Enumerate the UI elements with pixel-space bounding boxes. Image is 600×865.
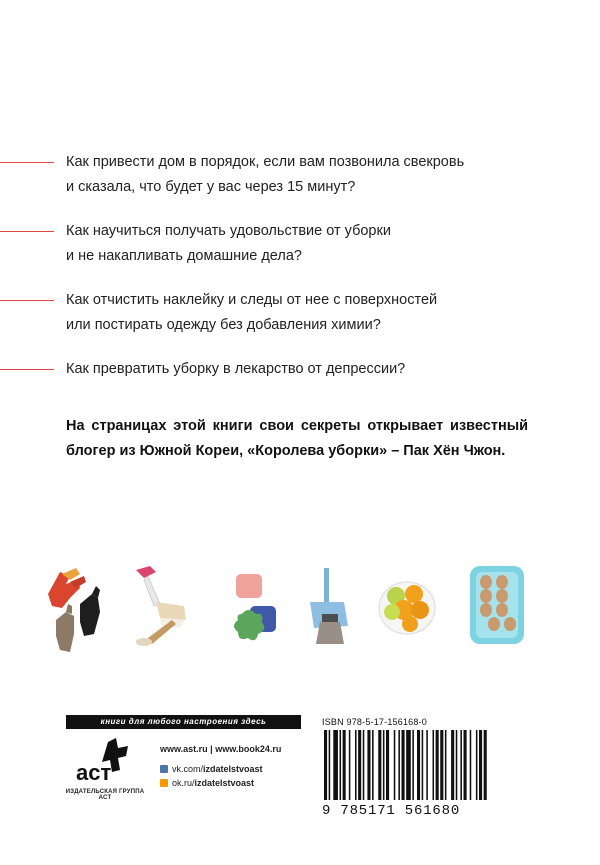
ok-name: izdatelstvoast <box>194 778 255 788</box>
question-rule <box>0 231 54 232</box>
egg-tray-icon <box>466 562 528 648</box>
question-rule <box>0 162 54 163</box>
question-4 <box>66 357 446 382</box>
question-rule <box>0 369 54 370</box>
question-1 <box>66 150 465 200</box>
question-2-line-2: и не накапливать домашние дела? <box>66 248 302 264</box>
publisher-websites[interactable]: www.ast.ru | www.book24.ru <box>160 744 282 754</box>
ok-icon <box>160 779 168 787</box>
question-1-line-1: Как привести дом в порядок, если вам позвонила свекровь <box>66 154 465 170</box>
promo-line-1: На страницах этой книги свои секреты открывает известный <box>66 418 528 434</box>
vk-name: izdatelstvoast <box>203 764 263 774</box>
cleaning-items-row <box>0 550 600 660</box>
promo-line-2: блогер из Южной Кореи, «Королева уборки» – Пак Хён Чжон. <box>66 443 506 459</box>
question-1-line-2: и сказала, что будет у вас через 15 минут? <box>66 179 356 195</box>
question-2-line-1: Как научиться получать удовольствие от уборки <box>66 223 391 239</box>
ast-logo <box>74 734 136 786</box>
publisher-imprint: ИЗДАТЕЛЬСКАЯ ГРУППА АСТ <box>65 789 145 801</box>
publisher-tagline: книги для любого настроения здесь <box>66 715 301 729</box>
sponges-icon <box>228 568 290 650</box>
vk-link[interactable] <box>160 764 263 774</box>
rubber-gloves-icon <box>40 564 110 654</box>
barcode-digits: 9 785171 561680 <box>322 803 461 819</box>
dustpan-brush-icon <box>306 564 352 650</box>
fruit-colander-icon <box>374 574 440 644</box>
promo-paragraph <box>66 414 528 464</box>
question-rule <box>0 300 54 301</box>
ok-link[interactable] <box>160 778 254 788</box>
question-3-line-2: или постирать одежду без добавления химии? <box>66 317 381 333</box>
question-4-line-1: Как превратить уборку в лекарство от депрессии? <box>66 361 406 377</box>
barcode-icon <box>322 730 542 812</box>
vk-icon <box>160 765 168 773</box>
question-2 <box>66 219 446 269</box>
ast-logo-text: аст <box>76 760 112 785</box>
cleaning-brushes-icon <box>130 562 200 654</box>
question-3-line-1: Как отчистить наклейку и следы от нее с поверхностей <box>66 292 438 308</box>
isbn-label: ISBN 978-5-17-156168-0 <box>322 717 427 727</box>
question-3 <box>66 288 446 338</box>
vk-prefix: vk.com/ <box>172 764 204 774</box>
ok-prefix: ok.ru/ <box>172 778 195 788</box>
